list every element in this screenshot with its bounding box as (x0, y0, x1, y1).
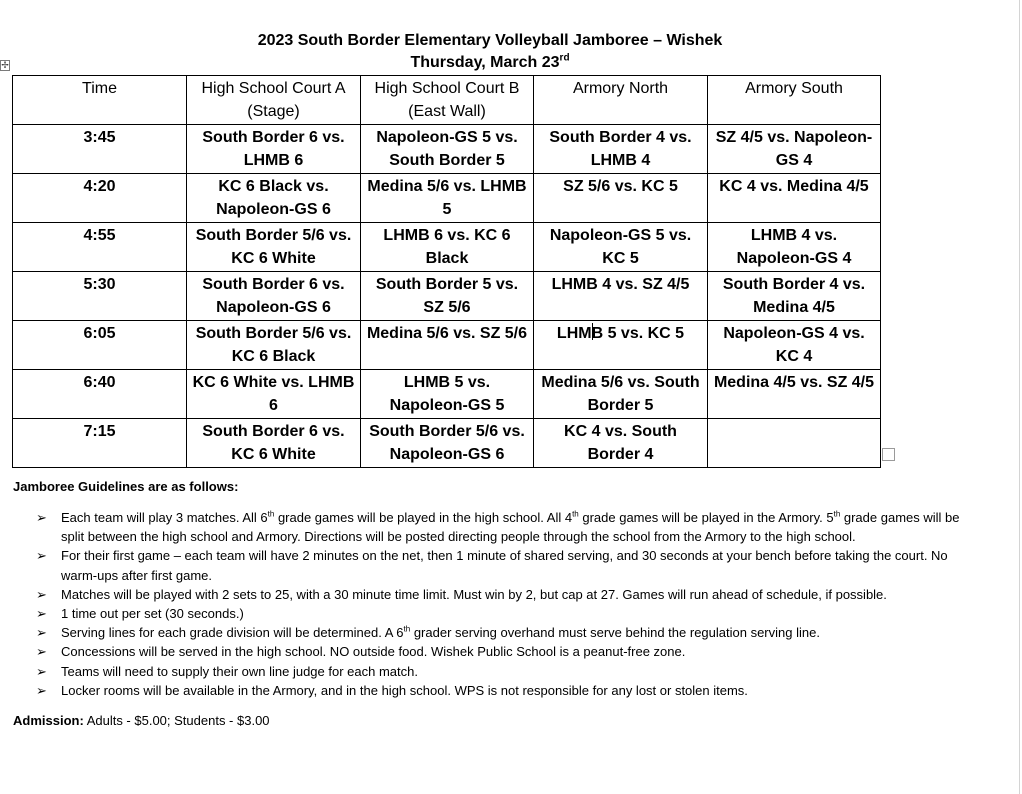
guideline-text: grade games will be split between the high school and Armory. Directions will be posted directing people through the school from the Armory to the high school. (61, 510, 960, 545)
match-cell: LHMB 5 vs. Napoleon-GS 5 (361, 370, 534, 419)
list-item (36, 623, 976, 642)
match-cell: Napoleon-GS 5 vs. South Border 5 (361, 125, 534, 174)
list-item (36, 604, 976, 623)
arrowhead-bullet-icon: ➢ (36, 663, 47, 679)
guideline-text: grade games will be played in the high school. All 4 (274, 510, 573, 525)
table-row (13, 125, 881, 174)
guideline-text: grade games will be played in the Armory. 5 (578, 510, 834, 525)
match-cell: South Border 5/6 vs. KC 6 White (187, 223, 361, 272)
list-item (36, 642, 976, 661)
match-cell: KC 6 White vs. LHMB 6 (187, 370, 361, 419)
match-cell-empty (708, 419, 881, 468)
match-cell: Napoleon-GS 4 vs. KC 4 (708, 321, 881, 370)
match-cell: Medina 5/6 vs. South Border 5 (534, 370, 708, 419)
match-cell: KC 6 Black vs. Napoleon-GS 6 (187, 174, 361, 223)
document-title: 2023 South Border Elementary Volleyball Jamboree – Wishek (257, 32, 723, 49)
match-cell: Napoleon-GS 5 vs. KC 5 (534, 223, 708, 272)
time-cell: 5:30 (13, 272, 187, 321)
ordinal-suffix: th (267, 509, 275, 519)
guidelines-heading: Jamboree Guidelines are as follows: (13, 479, 239, 494)
schedule-header-row (13, 76, 881, 125)
guideline-text: For their first game – each team will have 2 minutes on the net, then 1 minute of shared serving, and 30 seconds at your bench before taking the court. No warm-ups after first game. (61, 548, 948, 583)
match-cell: South Border 5/6 vs. Napoleon-GS 6 (361, 419, 534, 468)
match-cell: LHMB 4 vs. SZ 4/5 (534, 272, 708, 321)
guideline-text: Each team will play 3 matches. All 6 (61, 510, 268, 525)
ordinal-suffix: th (572, 509, 579, 519)
event-date-suffix: rd (559, 52, 570, 64)
ordinal-suffix: th (403, 624, 411, 634)
event-date-text: Thursday, March 23 (410, 54, 560, 71)
guideline-text: 1 time out per set (30 seconds.) (61, 606, 244, 622)
ordinal-suffix: th (833, 509, 841, 519)
time-cell: 6:40 (13, 370, 187, 419)
header-court-a: High School Court A (Stage) (187, 76, 361, 125)
guideline-text: Teams will need to supply their own line judge for each match. (61, 663, 418, 679)
arrowhead-bullet-icon: ➢ (36, 606, 47, 622)
table-row (13, 223, 881, 272)
guidelines-list (36, 508, 976, 700)
list-item (36, 681, 976, 700)
admission-line (13, 712, 270, 730)
guideline-text: Serving lines for each grade division will be determined. A 6 (61, 625, 404, 641)
header-armory-north: Armory North (534, 76, 708, 125)
match-text-after-cursor: B 5 vs. KC 5 (591, 325, 685, 342)
match-cell: South Border 6 vs. LHMB 6 (187, 125, 361, 174)
move-handle-icon[interactable]: ✢ (1, 60, 9, 70)
list-item (36, 508, 976, 546)
table-row (13, 272, 881, 321)
time-cell: 3:45 (13, 125, 187, 174)
table-row (13, 321, 881, 370)
match-cell: SZ 5/6 vs. KC 5 (534, 174, 708, 223)
arrowhead-bullet-icon: ➢ (36, 510, 47, 525)
table-row (13, 419, 881, 468)
match-cell: South Border 6 vs. KC 6 White (187, 419, 361, 468)
match-cell: LHMB 6 vs. KC 6 Black (361, 223, 534, 272)
arrowhead-bullet-icon: ➢ (36, 682, 47, 698)
admission-prices: Adults - $5.00; Students - $3.00 (83, 713, 270, 728)
match-cell: South Border 6 vs. Napoleon-GS 6 (187, 272, 361, 321)
guideline-text: Locker rooms will be available in the Armory, and in the high school. WPS is not responsible for any lost or stolen items. (61, 682, 748, 698)
page-right-edge (1019, 0, 1020, 794)
match-cell: South Border 4 vs. LHMB 4 (534, 125, 708, 174)
table-row (13, 370, 881, 419)
header-court-b: High School Court B (East Wall) (361, 76, 534, 125)
arrowhead-bullet-icon: ➢ (36, 586, 47, 602)
list-item (36, 546, 976, 584)
guideline-text: Matches will be played with 2 sets to 25, with a 30 minute time limit. Must win by 2, but cap at 27. Games will run ahead of schedule, if possible. (61, 586, 887, 602)
match-cell: KC 4 vs. Medina 4/5 (708, 174, 881, 223)
arrowhead-bullet-icon: ➢ (36, 548, 47, 564)
time-cell: 7:15 (13, 419, 187, 468)
list-item (36, 662, 976, 681)
time-cell: 4:55 (13, 223, 187, 272)
event-date (180, 52, 800, 74)
match-cell: Medina 5/6 vs. SZ 5/6 (361, 321, 534, 370)
guideline-text: grader serving overhand must serve behind the regulation serving line. (410, 625, 820, 641)
admission-label: Admission: (13, 713, 84, 728)
arrowhead-bullet-icon: ➢ (36, 625, 47, 641)
match-cell: SZ 4/5 vs. Napoleon-GS 4 (708, 125, 881, 174)
time-cell: 6:05 (13, 321, 187, 370)
match-text-before-cursor: LHM (556, 325, 592, 342)
match-cell: South Border 5/6 vs. KC 6 Black (187, 321, 361, 370)
arrowhead-bullet-icon: ➢ (36, 644, 47, 660)
match-cell: Medina 4/5 vs. SZ 4/5 (708, 370, 881, 419)
match-cell: Medina 5/6 vs. LHMB 5 (361, 174, 534, 223)
time-cell: 4:20 (13, 174, 187, 223)
table-row (13, 174, 881, 223)
match-cell: South Border 4 vs. Medina 4/5 (708, 272, 881, 321)
guideline-text: Concessions will be served in the high school. NO outside food. Wishek Public School is a peanut-free zone. (61, 644, 686, 660)
schedule-table (12, 75, 881, 468)
match-cell: KC 4 vs. South Border 4 (534, 419, 708, 468)
match-cell: LHMB 4 vs. Napoleon-GS 4 (708, 223, 881, 272)
match-cell: South Border 5 vs. SZ 5/6 (361, 272, 534, 321)
header-armory-south: Armory South (708, 76, 881, 125)
resize-handle-icon[interactable] (882, 448, 895, 461)
header-time: Time (13, 76, 187, 125)
match-cell-editing[interactable] (534, 321, 708, 370)
list-item (36, 585, 976, 604)
